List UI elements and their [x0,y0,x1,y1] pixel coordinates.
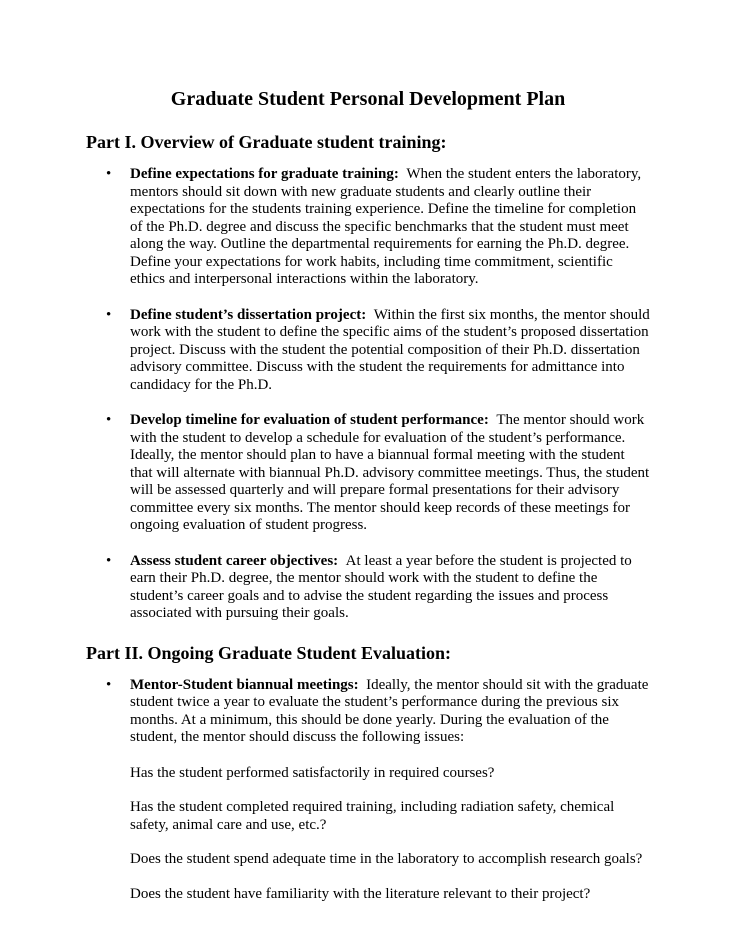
bullet-icon: • [106,552,112,569]
list-item [86,553,650,623]
item-text: When the student enters the laboratory, mentors should sit down with new graduate students and clearly outline their expectations for the students training experience. Define the timeline for completion of the Ph.D. degree and discuss the specific benchmarks that the student must meet along the way. Outline the departmental requirements for earning the Ph.D. degree. Define your expectations for work habits, including time commitment, scientific ethics and interpersonal interactions within the laboratory. [130,166,642,287]
list-item [86,677,650,747]
list-item [86,166,650,289]
bullet-icon: • [106,166,112,182]
list-item [86,307,650,395]
document-title: Graduate Student Personal Development Plan [170,88,566,110]
evaluation-question: Does the student spend adequate time in the laboratory to accomplish research goals? [130,851,643,867]
item-lead: Define student’s dissertation project: [130,306,367,323]
evaluation-question: Does the student have familiarity with the literature relevant to their project? [130,885,591,902]
part-1-heading: Part I. Overview of Graduate student training: [86,132,447,152]
item-text: At least a year before the student is projected to earn their Ph.D. degree, the mentor should work with the student to define the student’s career goals and to advise the student regarding the issues and process associated with pursuing their goals. [130,552,632,621]
item-lead: Define expectations for graduate training: [130,166,399,182]
bullet-icon: • [106,676,112,693]
item-text: Within the first six months, the mentor should work with the student to define the specific aims of the student’s proposed dissertation project. Discuss with the student the potential composition of their Ph.D. dissertation advisory committee. Discuss with the student the requirements for admittance into candidacy for the Ph.D. [130,306,650,393]
bullet-icon: • [106,306,112,323]
item-text: Ideally, the mentor should sit with the graduate student twice a year to evaluate the student’s performance during the previous six months. At a minimum, this should be done yearly. During the evaluation of the student, the mentor should discuss the following issues: [130,676,649,745]
evaluation-question: Has the student performed satisfactorily in required courses? [130,764,495,781]
list-item [86,412,650,535]
part-1-list [86,166,650,623]
bullet-icon: • [106,412,112,428]
evaluation-question: Has the student completed required training, including radiation safety, chemical safety, animal care and use, etc.? [130,799,615,833]
part-2-heading: Part II. Ongoing Graduate Student Evaluation: [86,642,452,663]
part-2-list [86,677,650,747]
item-text: The mentor should work with the student to develop a schedule for evaluation of the student’s performance. Ideally, the mentor should plan to have a biannual formal meeting with the student that will alternate with biannual Ph.D. advisory committee meetings. Thus, the student will be assessed quarterly and will prepare formal presentations for their advisory committee every six months. The mentor should keep records of these meetings for ongoing evaluation of student progress. [130,412,650,533]
item-lead: Develop timeline for evaluation of student performance: [130,412,489,428]
item-lead: Mentor-Student biannual meetings: [130,676,359,693]
item-lead: Assess student career objectives: [130,552,339,569]
